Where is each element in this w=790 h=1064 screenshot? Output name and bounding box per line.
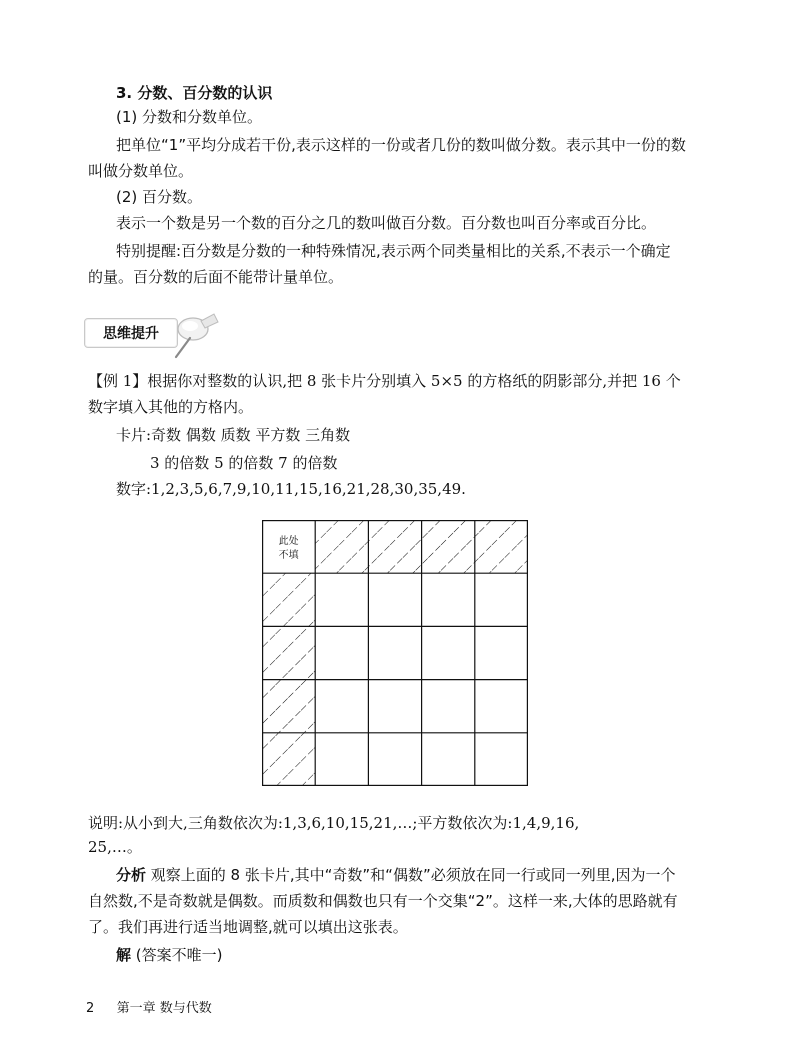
note-line-1: 说明:从小到大,三角数依次为:1,3,6,10,15,21,…;平方数依次为:1,4,9,16, xyxy=(88,814,580,832)
section-heading: 3. 分数、百分数的认识 xyxy=(116,84,273,102)
corner-label-line-1: 此处 xyxy=(278,536,299,547)
analysis-line-2: 自然数,不是奇数就是偶数。而质数和偶数也只有一个交集“2”。这样一来,大体的思路就有 xyxy=(88,892,678,910)
shaded-cell-top-3[interactable] xyxy=(422,520,475,573)
example-1-line-2: 数字填入其他的方格内。 xyxy=(88,398,254,416)
numbers-list: 数字:1,2,3,5,6,7,9,10,11,15,16,21,28,30,35,49. xyxy=(116,480,466,498)
shaded-cell-left-4[interactable] xyxy=(262,733,315,786)
example-1-line-1: 【例 1】根据你对整数的认识,把 8 张卡片分别填入 5×5 的方格纸的阴影部分,并把 16 个 xyxy=(88,372,681,390)
footer xyxy=(86,1000,212,1018)
shaded-cell-top-4[interactable] xyxy=(475,520,528,573)
analysis-line-3: 了。我们再进行适当地调整,就可以填出这张表。 xyxy=(88,918,408,936)
shaded-cell-left-1[interactable] xyxy=(262,573,315,626)
paragraph-special-reminder-2: 的量。百分数的后面不能带计量单位。 xyxy=(88,268,344,286)
solution-label: 解 xyxy=(116,946,132,964)
shaded-cell-top-1[interactable] xyxy=(315,520,368,573)
shaded-cell-left-3[interactable] xyxy=(262,680,315,733)
shaded-cell-left-2[interactable] xyxy=(262,626,315,679)
grid-5x5 xyxy=(262,520,528,786)
cards-list-line-1: 卡片:奇数 偶数 质数 平方数 三角数 xyxy=(116,426,351,444)
shaded-cell-top-2[interactable] xyxy=(368,520,421,573)
paragraph-special-reminder-1: 特别提醒:百分数是分数的一种特殊情况,表示两个同类量相比的关系,不表示一个确定 xyxy=(116,242,671,260)
subheading-fraction-unit: (1) 分数和分数单位。 xyxy=(116,108,263,126)
solution-line xyxy=(116,944,223,966)
analysis-line-1 xyxy=(116,864,676,886)
paragraph-fraction-definition-2: 叫做分数单位。 xyxy=(88,162,194,180)
paragraph-fraction-definition-1: 把单位“1”平均分成若干份,表示这样的一份或者几份的数叫做分数。表示其中一份的数 xyxy=(116,136,686,154)
corner-label-line-2: 不填 xyxy=(278,550,299,561)
note-line-2: 25,…。 xyxy=(88,838,142,856)
page-number: 2 xyxy=(86,1001,95,1016)
thinking-boost-banner xyxy=(84,318,224,366)
subheading-percentage: (2) 百分数。 xyxy=(116,188,203,206)
paragraph-percentage-definition: 表示一个数是另一个数的百分之几的数叫做百分数。百分数也叫百分率或百分比。 xyxy=(116,214,657,232)
pushpin-icon xyxy=(168,308,224,362)
chapter-title: 第一章 数与代数 xyxy=(116,1001,212,1016)
analysis-text-1: 观察上面的 8 张卡片,其中“奇数”和“偶数”必须放在同一行或同一列里,因为一个 xyxy=(146,866,676,884)
thinking-boost-badge: 思维提升 xyxy=(84,318,178,348)
cards-list-line-2: 3 的倍数 5 的倍数 7 的倍数 xyxy=(150,454,338,472)
analysis-label: 分析 xyxy=(116,866,147,884)
solution-text: (答案不唯一) xyxy=(131,946,223,964)
